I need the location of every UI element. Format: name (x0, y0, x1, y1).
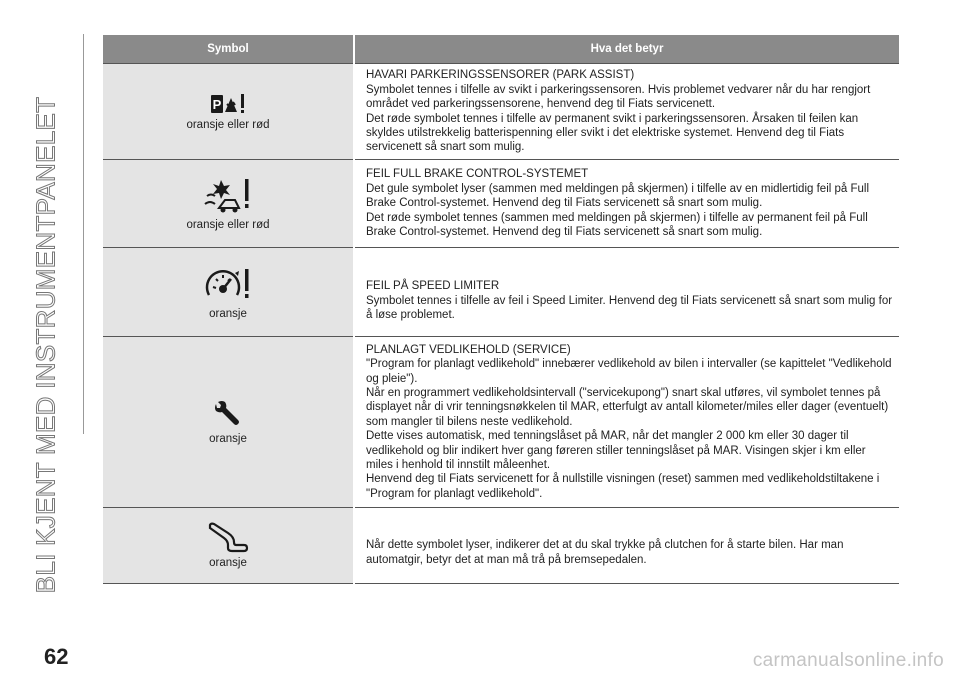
meaning-line: Det røde symbolet tennes i tilfelle av permanent svikt i parkeringssensoren. Årsaken til feilen kan skyldes utilstrekkelig batterispenning eller svikt i det elektriske systemet. Henvend deg til Fiats servicenett så snart som mulig. (366, 112, 859, 154)
symbol-cell (103, 160, 354, 248)
watermark: carmanualsonline.info (752, 650, 944, 671)
speed-limiter-failure-icon (201, 265, 255, 305)
table-header-row (103, 35, 899, 64)
symbol-cell (103, 64, 354, 160)
meaning-line: Når en programmert vedlikeholdsintervall ("servicekupong") snart skal utføres, vil symbolet tennes på displayet når di vrir tenningsnøkkelen til MAR, etterfulgt av antall kilometer/miles eller dager (eventuelt) som mangler til bilens neste vedlikehold. (366, 386, 889, 428)
symbol-table (103, 35, 899, 584)
parking-sensor-warning-icon (208, 92, 248, 116)
table-row (103, 248, 899, 337)
meaning-cell (354, 337, 899, 508)
meaning-line: Symbolet tennes i tilfelle av svikt i parkeringssensoren. Hvis problemet vedvarer når du har rengjort området ved parkeringssensorene, henvend deg til Fiats servicenett. (366, 83, 871, 111)
symbol-cell (103, 508, 354, 584)
header-meaning: Hva det betyr (354, 35, 899, 64)
full-brake-control-failure-icon (201, 176, 255, 216)
meaning-line: Det røde symbolet tennes (sammen med meldingen på skjermen) i tilfelle av permanent feil på Full Brake Control-systemet. Henvend deg til Fiats servicenett så snart som mulig. (366, 211, 868, 239)
symbol-color-label: oransje (209, 432, 247, 445)
meaning-line: Henvend deg til Fiats servicenett for å nullstille visningen (reset) sammen med vedlikeholdstiltakene i "Program for planlagt vedlikehold". (366, 473, 880, 500)
meaning-line: "Program for planlagt vedlikehold" innebærer vedlikehold av bilen i intervaller (se kapittelet "Vedlikehold og pleie"). (366, 358, 892, 385)
meaning-cell (354, 248, 899, 337)
symbol-cell (103, 248, 354, 337)
table-row (103, 160, 899, 248)
meaning-line: Symbolet tennes i tilfelle av feil i Speed Limiter. Henvend deg til Fiats servicenett så snart som mulig for å løse problemet. (366, 294, 893, 322)
symbol-cell (103, 337, 354, 508)
meaning-cell (354, 64, 899, 160)
svg-text:P: P (212, 97, 222, 112)
meaning-line: Når dette symbolet lyser, indikerer det at du skal trykke på clutchen for å starte bilen. Har man automatgir, betyr det at man må trå på bremsepedalen. (366, 539, 844, 566)
meaning-line: FEIL FULL BRAKE CONTROL-SYSTEMET (366, 168, 589, 181)
table-row (103, 337, 899, 508)
table-row (103, 64, 899, 160)
table-row (103, 508, 899, 584)
meaning-cell (354, 160, 899, 248)
page-number: 62 (44, 644, 69, 669)
header-symbol: Symbol (103, 35, 354, 64)
meaning-line: Dette vises automatisk, med tenningslåset på MAR, når det mangler 2 000 km eller 30 dager til vedlikehold og blir indikert hver gang føreren stiller tenningslåset på MAR. Visingen skjer i km eller miles i henhold til innstilt måleenhet. (366, 430, 866, 472)
side-divider (83, 34, 84, 434)
clutch-pedal-icon (206, 522, 250, 554)
meaning-line: Det gule symbolet lyser (sammen med meldingen på skjermen) i tilfelle av en midlertidig feil på Full Brake Control-systemet. Henvend deg til Fiats servicenett så snart som mulig. (366, 182, 870, 210)
meaning-line: PLANLAGT VEDLIKEHOLD (SERVICE) (366, 343, 571, 356)
symbol-color-label: oransje (209, 557, 247, 569)
meaning-line: HAVARI PARKERINGSSENSORER (PARK ASSIST) (366, 69, 635, 82)
meaning-cell (354, 508, 899, 584)
symbol-color-label: oransje (209, 307, 247, 320)
symbol-color-label: oransje eller rød (186, 219, 270, 231)
wrench-service-icon (210, 400, 246, 430)
meaning-line: FEIL PÅ SPEED LIMITER (366, 280, 500, 293)
symbol-color-label: oransje eller rød (186, 119, 270, 131)
